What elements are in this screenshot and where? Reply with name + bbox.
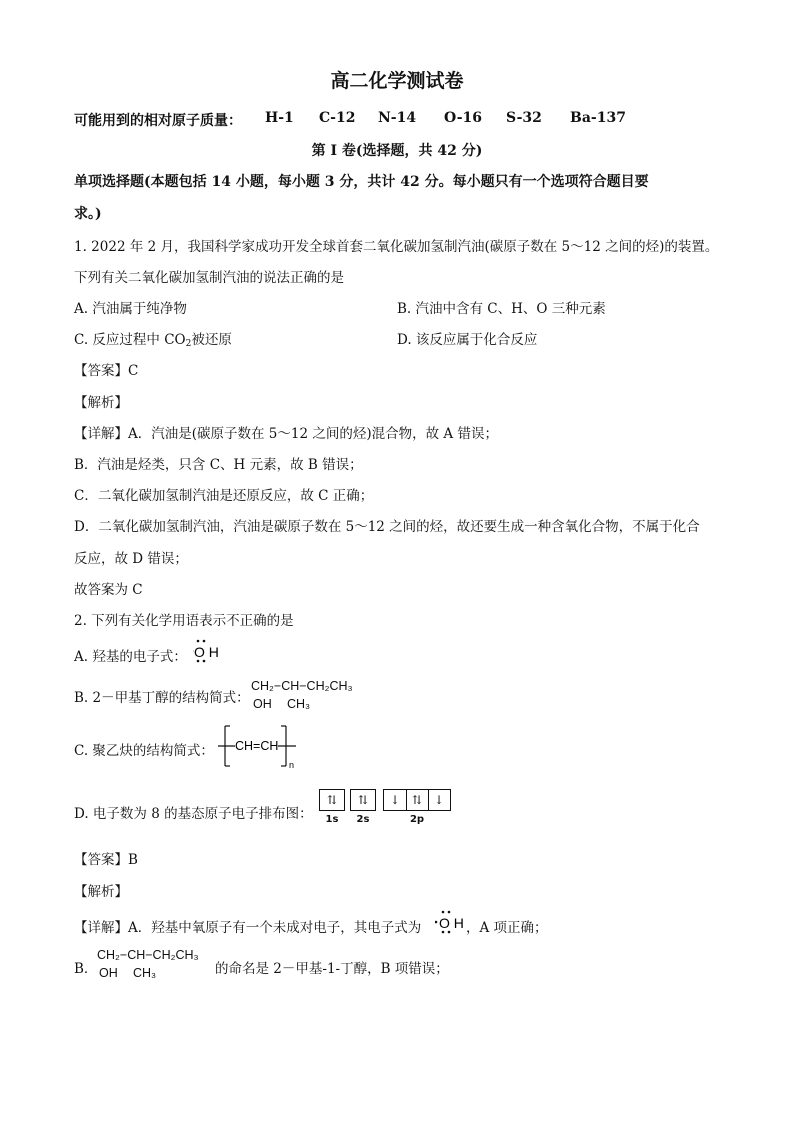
electron-dot	[197, 640, 200, 643]
orbital-1s-label: 1s	[325, 814, 339, 825]
q1-stem-line2: 下列有关二氧化碳加氢制汽油的说法正确的是	[74, 270, 344, 286]
orbital-2s-cell: ⇅	[357, 793, 369, 807]
q1-detail-1: 【详解】A．汽油是(碳原子数在 5～12 之间的烃)混合物，故 A 错误；	[74, 426, 498, 442]
orbital-1s-cell: ⇅	[326, 793, 338, 807]
q1-detail-4b: 反应，故 D 错误；	[74, 551, 188, 567]
hydroxyl-electron-formula	[193, 638, 229, 664]
polymer-n: n	[289, 760, 295, 770]
oh-text: O H	[194, 644, 219, 660]
orbital-2p-label: 2p	[409, 814, 425, 825]
mass-c: C-12	[319, 110, 356, 126]
q2-detail-a: 【详解】A．羟基中氧原子有一个未成对电子，其电子式为	[74, 920, 422, 936]
q1-detail-4a: D．二氧化碳加氢制汽油，汽油是碳原子数在 5～12 之间的烃，故还要生成一种含氧化合物，不属于化合	[74, 519, 700, 535]
structure-b2-ch3: CH₃	[133, 966, 157, 980]
structure-b2-oh: OH	[99, 966, 118, 980]
q1-option-c-text: C. 反应过程中 CO	[74, 332, 186, 348]
structure-b2-top: CH₂−CH−CH₂CH₃	[97, 948, 199, 962]
q2-stem: 2. 下列有关化学用语表示不正确的是	[74, 613, 294, 629]
orbital-2p	[383, 789, 451, 825]
q2-detail-b-post: 的命名是 2－甲基-1-丁醇，B 项错误；	[215, 961, 449, 977]
q1-detail-3: C．二氧化碳加氢制汽油是还原反应，故 C 正确；	[74, 488, 374, 504]
hydroxyl-electron-formula-inline	[435, 909, 467, 935]
q1-detail-2: B．汽油是烃类，只含 C、H 元素，故 B 错误；	[74, 457, 363, 473]
q2-detail-a-post: ，A 项正确；	[466, 920, 548, 936]
orbital-2s-label: 2s	[356, 814, 370, 825]
q2-option-a: A. 羟基的电子式：	[74, 649, 187, 665]
page-title: 高二化学测试卷	[330, 70, 464, 92]
electron-dot	[203, 640, 206, 643]
mass-s: S-32	[506, 110, 542, 126]
q2-option-d: D. 电子数为 8 的基态原子电子排布图：	[74, 806, 313, 822]
q1-stem-line1: 1. 2022 年 2 月，我国科学家成功开发全球首套二氧化碳加氢制汽油(碳原子数在 5～12 之间的烃)的装置。	[74, 239, 719, 255]
orbital-2p-cell: ↓	[433, 793, 445, 807]
q2-option-b: B. 2－甲基丁醇的结构简式：	[74, 690, 250, 706]
masses-label: 可能用到的相对原子质量：	[74, 113, 242, 129]
q1-option-c-post: 被还原	[191, 332, 232, 348]
orbital-2s	[350, 789, 376, 825]
polyacetylene-structure	[218, 722, 302, 770]
mass-o: O-16	[444, 110, 483, 126]
q1-final: 故答案为 C	[74, 582, 143, 598]
q2-analysis: 【解析】	[74, 884, 128, 900]
section-heading: 第 I 卷(选择题，共 42 分)	[311, 143, 483, 159]
q2-detail-b-pre: B．	[74, 961, 98, 977]
orbital-2p-cell: ↓	[385, 790, 407, 810]
q1-analysis: 【解析】	[74, 395, 128, 411]
mass-ba: Ba-137	[570, 110, 626, 126]
q1-option-d: D. 该反应属于化合反应	[397, 332, 538, 348]
electron-dot	[197, 660, 200, 663]
q1-option-c-sub: 2	[185, 339, 192, 349]
q2-option-c: C. 聚乙炔的结构简式：	[74, 743, 214, 759]
structure-b-ch3: CH₃	[287, 697, 311, 711]
q1-option-c	[74, 328, 232, 349]
structure-b-oh: OH	[253, 697, 272, 711]
atomic-masses	[74, 110, 242, 130]
mass-h: H-1	[265, 110, 294, 126]
q1-option-a: A. 汽油属于纯净物	[74, 301, 187, 317]
polymer-unit: CH=CH	[235, 739, 279, 753]
instructions-line1: 单项选择题(本题包括 14 小题，每小题 3 分，共计 42 分。每小题只有一个选项符合题目要	[74, 174, 649, 190]
electron-dot	[203, 660, 206, 663]
q2-answer: 【答案】B	[74, 852, 138, 868]
q1-option-b: B. 汽油中含有 C、H、O 三种元素	[397, 301, 606, 317]
q1-answer: 【答案】C	[74, 363, 139, 379]
orbital-2p-cell: ⇅	[407, 790, 429, 810]
orbital-1s	[319, 789, 345, 825]
structure-b-top: CH₂−CH−CH₂CH₃	[251, 679, 353, 693]
instructions-line2: 求。)	[74, 206, 102, 222]
mass-n: N-14	[378, 110, 417, 126]
oh-text-inline: O H	[439, 915, 464, 931]
